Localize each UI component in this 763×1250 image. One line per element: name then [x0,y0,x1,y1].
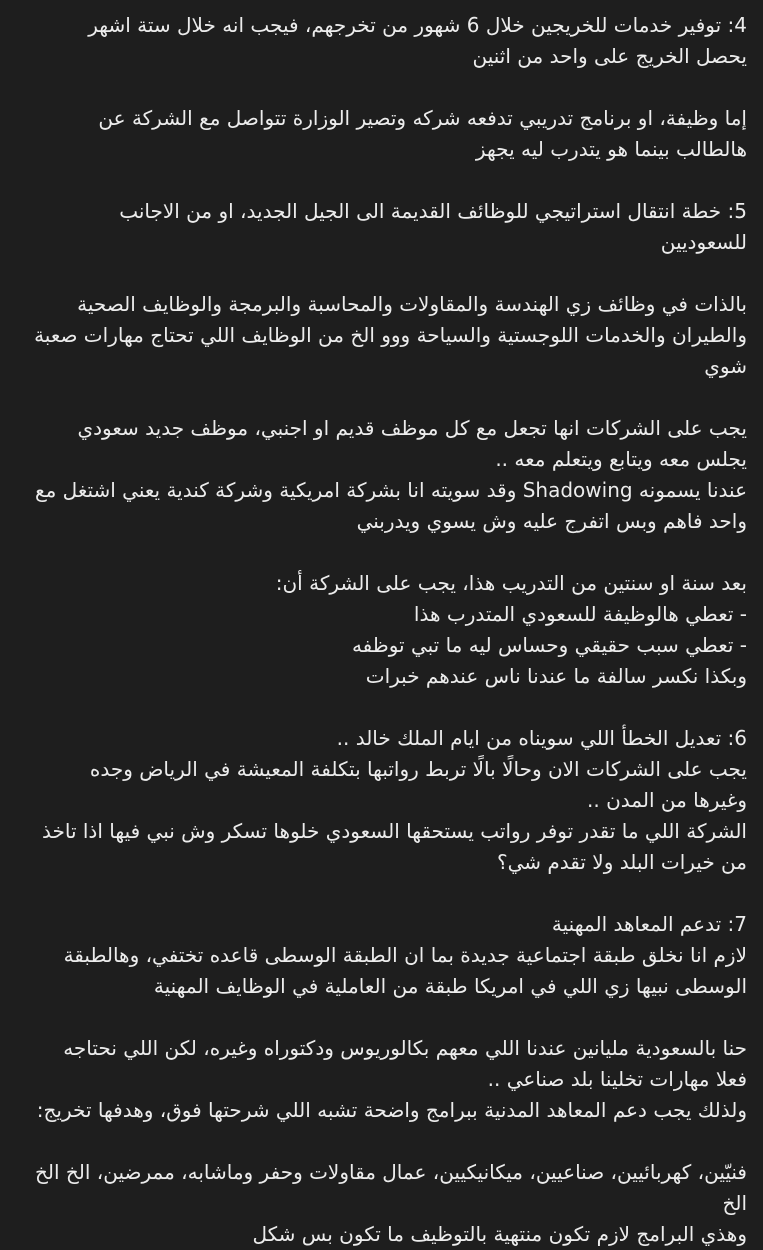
post-text-line: وبكذا نكسر سالفة ما عندنا ناس عندهم خبرات [365,664,747,688]
post-text-line: بعد سنة او سنتين من التدريب هذا، يجب على الشركة أن: [275,571,747,595]
post-text-line: عندنا يسمونه Shadowing وقد سويته انا بشركة امريكية وشركة كندية يعني اشتغل مع واحد فاهم وبس اتفرج عليه وش يسوي ويدربني [34,478,747,533]
post-text-line: وهذي البرامج لازم تكون منتهية بالتوظيف ما تكون بس شكل [252,1222,747,1246]
post-paragraph [32,909,747,1002]
post-text-line: 4: توفير خدمات للخريجين خلال 6 شهور من تخرجهم، فيجب انه خلال ستة اشهر يحصل الخريج على واحد من اثنين [88,13,747,68]
post-text-line: فنيّين، كهربائيين، صناعيين، ميكانيكيين، عمال مقاولات وحفر وماشابه، ممرضين، الخ الخ الخ [34,1160,747,1215]
post-paragraph [32,196,747,258]
post-text-line: بالذات في وظائف زي الهندسة والمقاولات والمحاسبة والبرمجة والوظايف الصحية والطيران والخدمات اللوجستية والسياحة ووو الخ من الوظايف اللي تحتاج مهارات صعبة شوي [34,292,747,378]
post-text-line: يجب على الشركات انها تجعل مع كل موظف قديم او اجنبي، موظف جديد سعودي يجلس معه ويتابع ويتعلم معه .. [77,416,747,471]
post-text-line: حنا بالسعودية مليانين عندنا اللي معهم بكالوريوس ودكتوراه وغيره، لكن اللي نحتاجه فعلا مهارات تخلينا بلد صناعي .. [63,1036,747,1091]
post-paragraph [32,1157,747,1250]
post-paragraph [32,103,747,165]
post-paragraph [32,568,747,692]
post-text-line: لازم انا نخلق طبقة اجتماعية جديدة بما ان الطبقة الوسطى قاعده تختفي، وهالطبقة الوسطى نبيها زي اللي في امريكا طبقة من العاملية في الوظايف المهنية [63,943,747,998]
post-text-line: ولذلك يجب دعم المعاهد المدنية ببرامج واضحة تشبه اللي شرحتها فوق، وهدفها تخريج: [36,1098,747,1122]
post-text-line: يجب على الشركات الان وحالًا بالًا تربط رواتبها بتكلفة المعيشة في الرياض وجده وغيرها من المدن .. [89,757,747,812]
post-text-line: 7: تدعم المعاهد المهنية [551,912,747,936]
post-text-line: - تعطي سبب حقيقي وحساس ليه ما تبي توظفه [351,633,747,657]
post-text-line: إما وظيفة، او برنامج تدريبي تدفعه شركه وتصير الوزارة تتواصل مع الشركة عن هالطالب بينما هو يتدرب ليه يجهز [98,106,747,161]
post-paragraph [32,1033,747,1126]
post-paragraph [32,289,747,382]
post-paragraph [32,413,747,537]
post-text-line: 6: تعديل الخطأ اللي سويناه من ايام الملك خالد .. [336,726,747,750]
post-paragraph [32,10,747,72]
post-text-line: الشركة اللي ما تقدر توفر رواتب يستحقها السعودي خلوها تسكر وش نبي فيها اذا تاخذ من خيرات البلد ولا تقدم شي؟ [42,819,747,874]
post-text-line: - تعطي هالوظيفة للسعودي المتدرب هذا [413,602,747,626]
post-paragraph [32,723,747,878]
post-text-line: 5: خطة انتقال استراتيجي للوظائف القديمة الى الجيل الجديد، او من الاجانب للسعوديين [119,199,747,254]
